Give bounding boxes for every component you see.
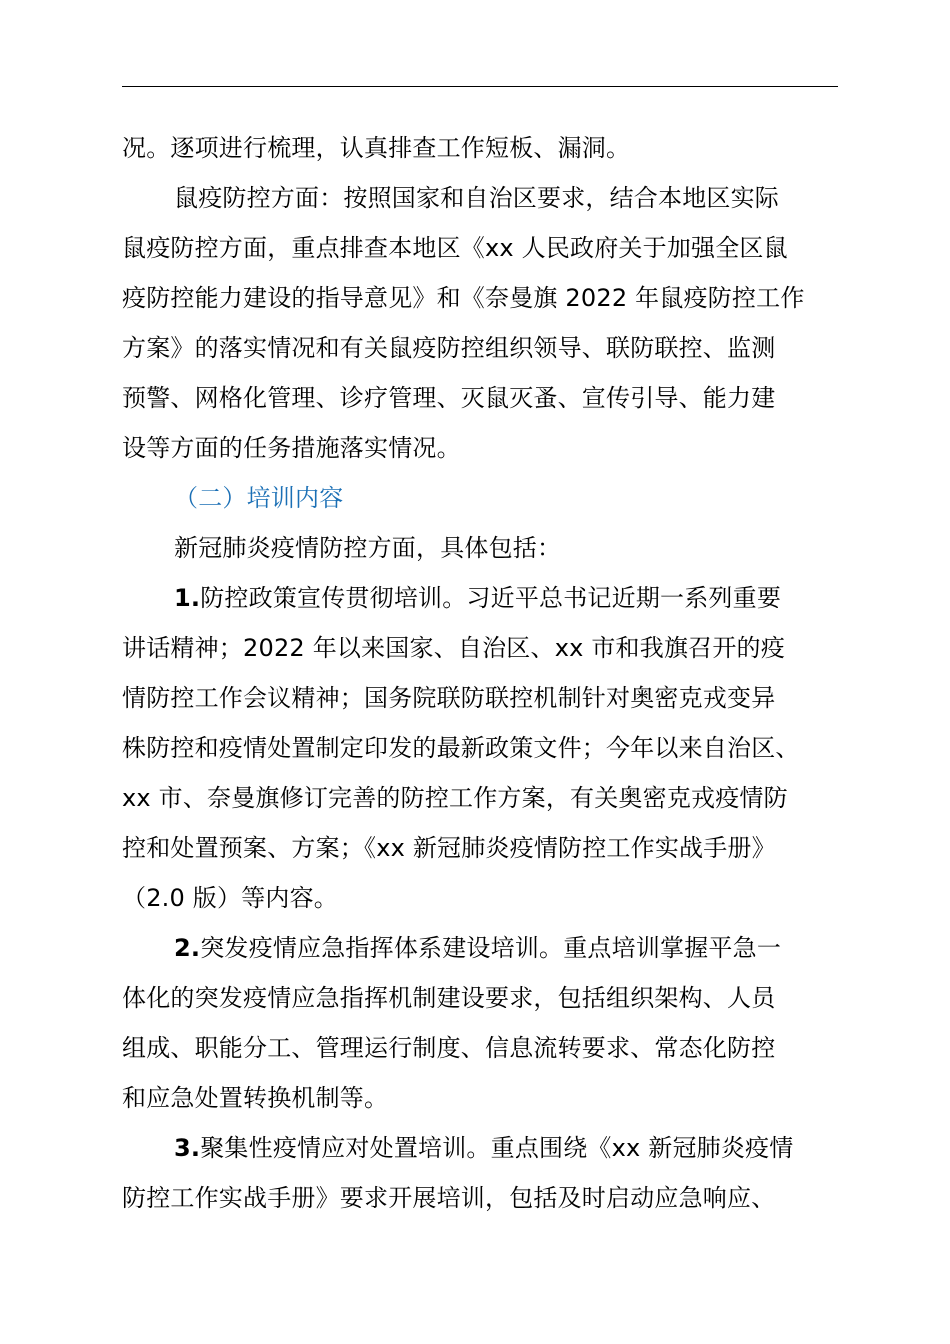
text-line: （2.0 版）等内容。 [122, 884, 338, 912]
item-2-first-line [122, 923, 838, 973]
paragraph-covid-intro: 新冠肺炎疫情防控方面，具体包括： [174, 534, 562, 562]
text-line: 体化的突发疫情应急指挥机制建设要求，包括组织架构、人员 [122, 984, 776, 1012]
document-body [122, 123, 838, 1223]
text-line: 预警、网格化管理、诊疗管理、灭鼠灭蚤、宣传引导、能力建 [122, 384, 776, 412]
text-line: 鼠疫防控方面，重点排查本地区《xx 人民政府关于加强全区鼠 [122, 234, 788, 262]
item-number: 2. [174, 934, 201, 962]
text-line: 组成、职能分工、管理运行制度、信息流转要求、常态化防控 [122, 1034, 776, 1062]
item-1-first-line [122, 573, 838, 623]
item-text: 防控政策宣传贯彻培训。习近平总书记近期一系列重要 [200, 584, 782, 612]
item-number: 1. [174, 584, 201, 612]
text-line: 讲话精神；2022 年以来国家、自治区、xx 市和我旗召开的疫 [122, 634, 785, 662]
text-line: 况。逐项进行梳理，认真排查工作短板、漏洞。 [122, 134, 631, 162]
header-rule [122, 86, 838, 87]
text-line: 防控工作实战手册》要求开展培训，包括及时启动应急响应、 [122, 1184, 776, 1212]
item-text: 突发疫情应急指挥体系建设培训。重点培训掌握平急一 [200, 934, 782, 962]
item-3-first-line [122, 1123, 838, 1173]
item-text: 聚集性疫情应对处置培训。重点围绕《xx 新冠肺炎疫情 [200, 1134, 794, 1162]
paragraph-rodent-plague: 鼠疫防控方面：按照国家和自治区要求，结合本地区实际 [174, 184, 779, 212]
text-line: 方案》的落实情况和有关鼠疫防控组织领导、联防联控、监测 [122, 334, 776, 362]
text-line: 设等方面的任务措施落实情况。 [122, 434, 461, 462]
text-line: 控和处置预案、方案；《xx 新冠肺炎疫情防控工作实战手册》 [122, 834, 776, 862]
text-line: 株防控和疫情处置制定印发的最新政策文件；今年以来自治区、 [122, 734, 800, 762]
text-line: 疫防控能力建设的指导意见》和《奈曼旗 2022 年鼠疫防控工作 [122, 284, 805, 312]
text-line: 情防控工作会议精神；国务院联防联控机制针对奥密克戎变异 [122, 684, 776, 712]
section-heading-training-content: （二）培训内容 [174, 484, 344, 512]
item-number: 3. [174, 1134, 201, 1162]
text-line: 和应急处置转换机制等。 [122, 1084, 389, 1112]
text-line: xx 市、奈曼旗修订完善的防控工作方案，有关奥密克戎疫情防 [122, 784, 788, 812]
